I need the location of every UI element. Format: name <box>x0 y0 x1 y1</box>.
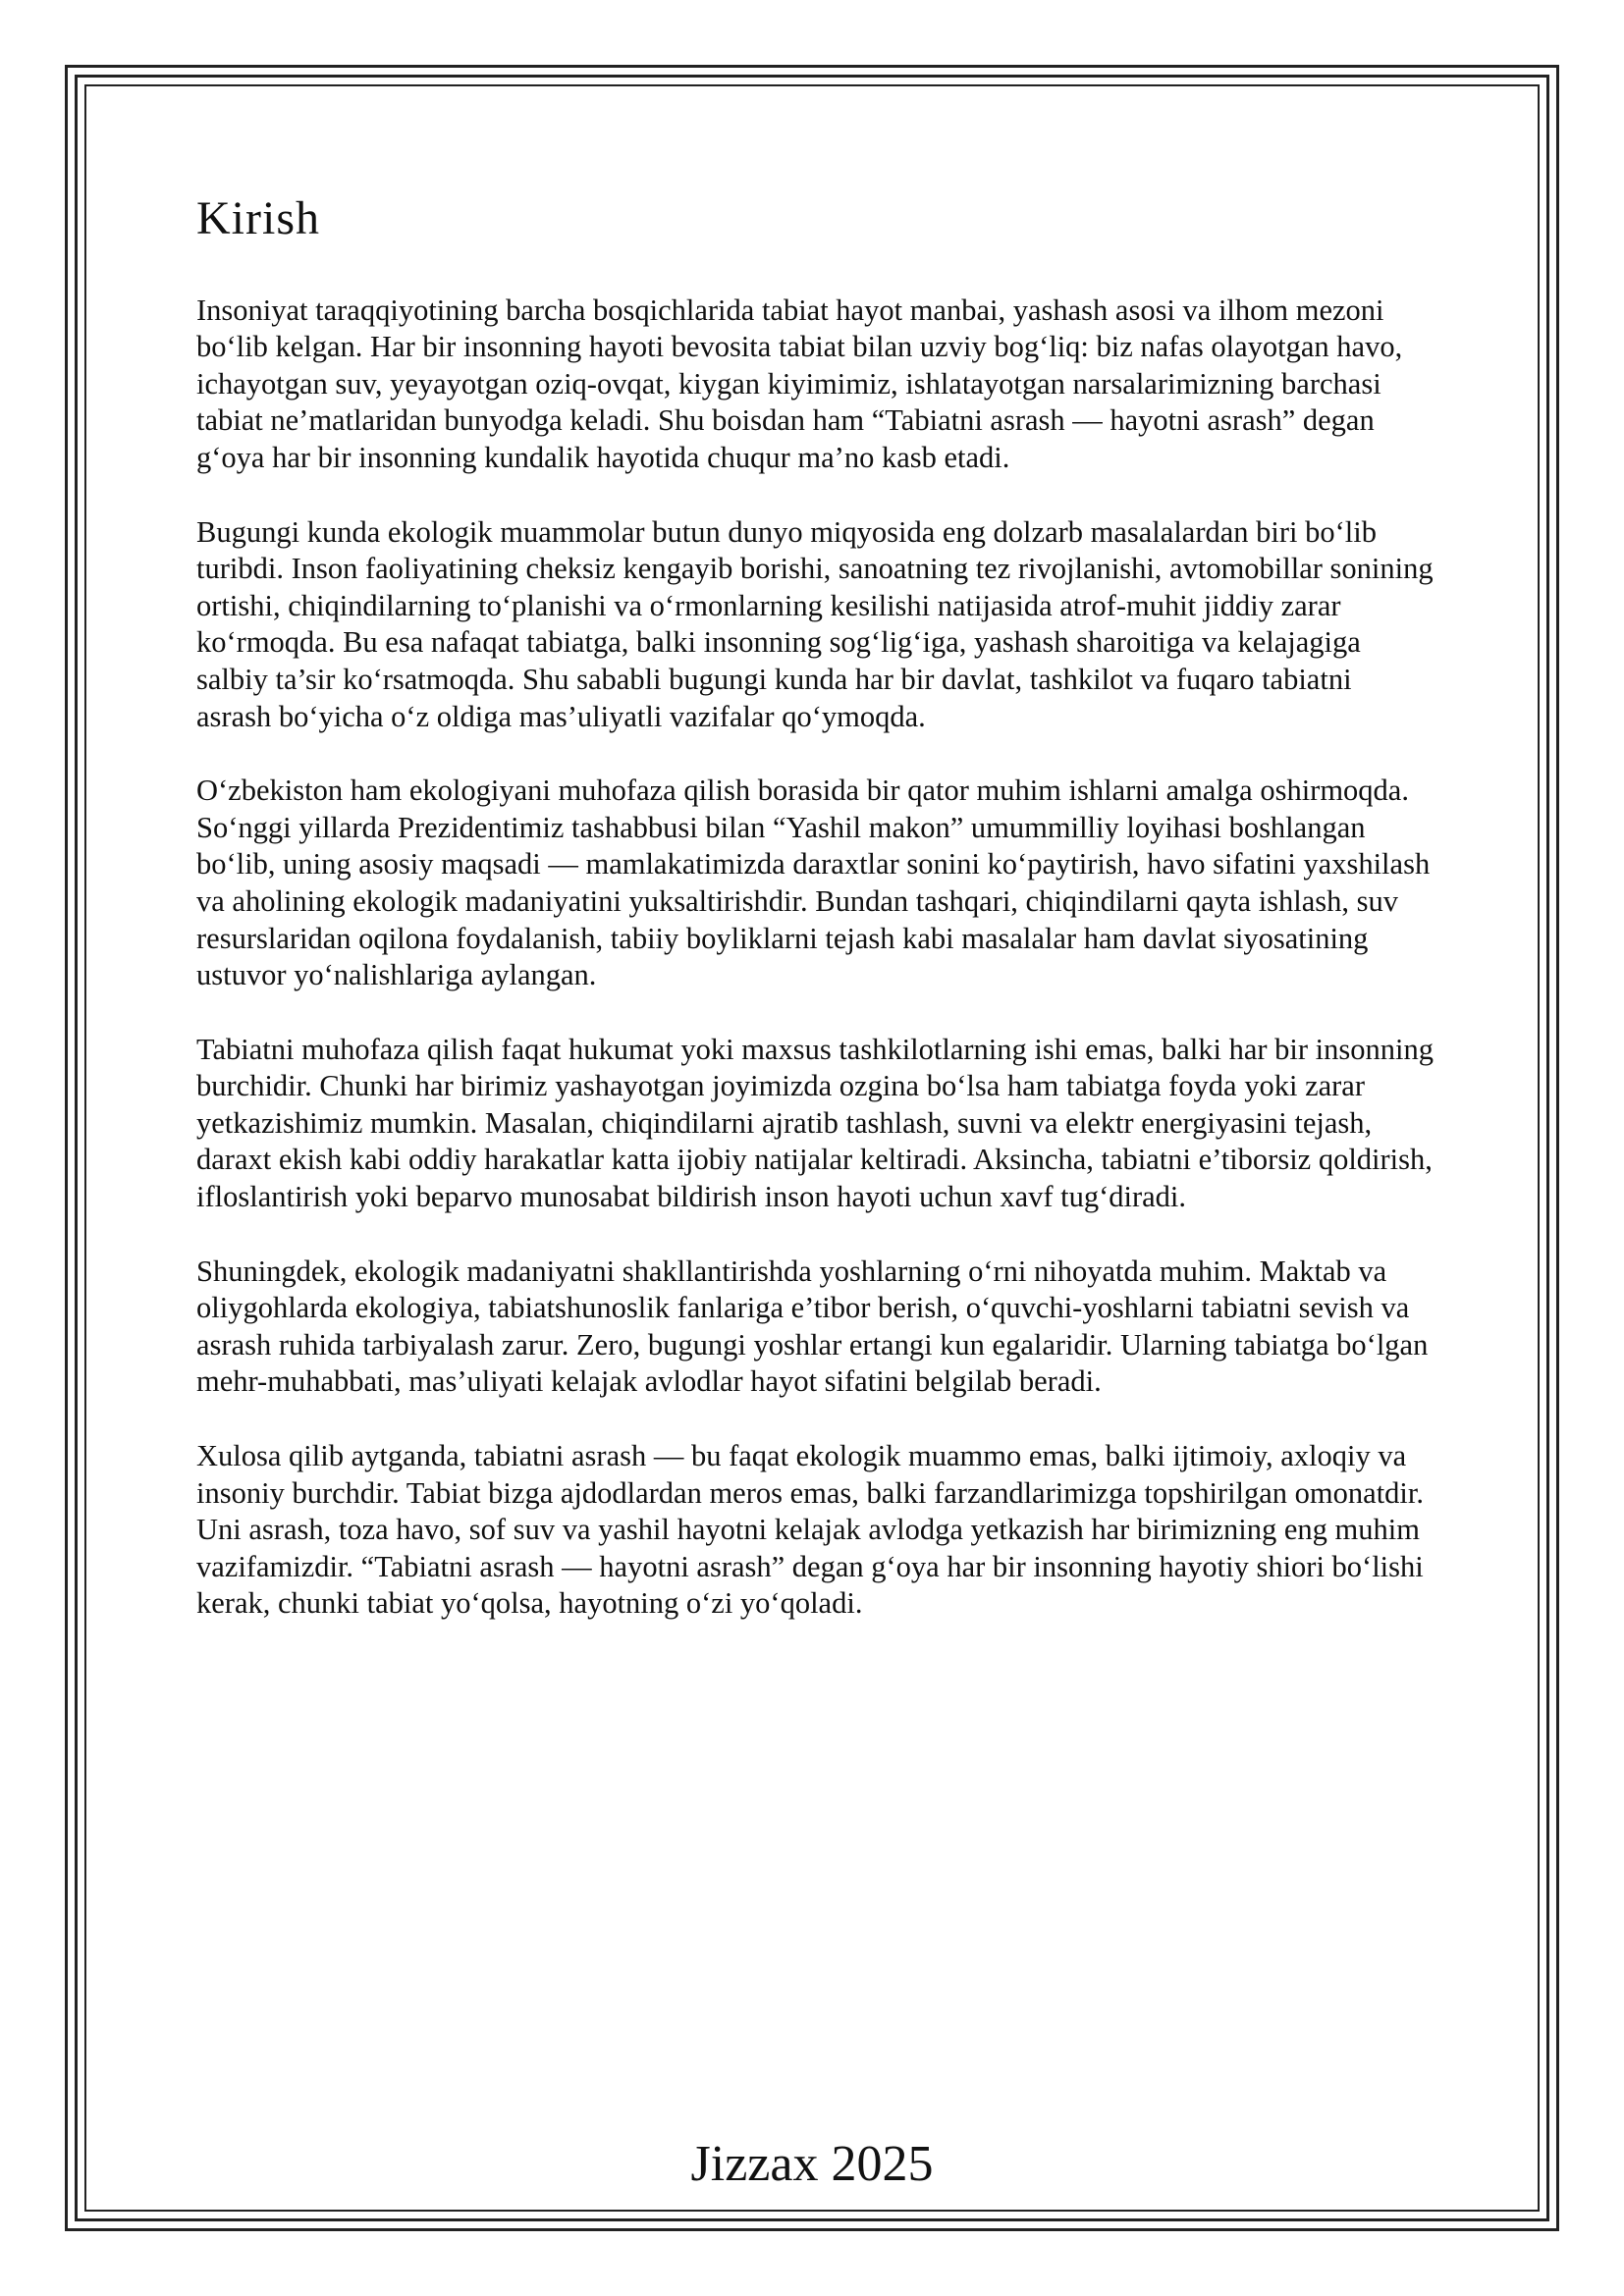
section-title: Kirish <box>196 192 320 244</box>
paragraph-6: Xulosa qilib aytganda, tabiatni asrash — bu faqat ekologik muammo emas, balki ijtimoiy, axloqiy va insoniy burchdir. Tabiat bizga ajdodlardan meros emas, balki farzandlarimizga topshirilgan omonatdir. Uni asrash, toza havo, sof suv va yashil hayotni kelajak avlodga yetkazish har birimizning eng muhim vazifamizdir. “Tabiatni asrash — hayotni asrash” degan g‘oya har bir insonning hayotiy shiori bo‘lishi kerak, chunki tabiat yo‘qolsa, hayotning o‘zi yo‘qoladi. <box>196 1439 1424 1621</box>
paragraph-3: O‘zbekiston ham ekologiyani muhofaza qilish borasida bir qator muhim ishlarni amalga oshirmoqda. So‘nggi yillarda Prezidentimiz tashabbusi bilan “Yashil makon” umummilliy loyihasi boshlangan bo‘lib, uning asosiy maqsadi — mamlakatimizda daraxtlar sonini ko‘paytirish, havo sifatini yaxshilash va aholining ekologik madaniyatini yuksaltirishdir. Bundan tashqari, chiqindilarni qayta ishlash, suv resurslaridan oqilona foydalanish, tabiiy boyliklarni tejash kabi masalalar ham davlat siyosatining ustuvor yo‘nalishlariga aylangan. <box>196 774 1431 992</box>
paragraph-4: Tabiatni muhofaza qilish faqat hukumat yoki maxsus tashkilotlarning ishi emas, balki har bir insonning burchidir. Chunki har birimiz yashayotgan joyimizda ozgina bo‘lsa ham tabiatga foyda yoki zarar yetkazishimiz mumkin. Masalan, chiqindilarni ajratib tashlash, suvni va elektr energiyasini tejash, daraxt ekish kabi oddiy harakatlar katta ijobiy natijalar keltiradi. Aksincha, tabiatni e’tiborsiz qoldirish, ifloslantirish yoki beparvo munosabat bildirish inson hayoti uchun xavf tug‘diradi. <box>196 1032 1435 1214</box>
paragraph-1: Insoniyat taraqqiyotining barcha bosqichlarida tabiat hayot manbai, yashash asosi va ilhom mezoni bo‘lib kelgan. Har bir insonning hayoti bevosita tabiat bilan uzviy bog‘liq: biz nafas olayotgan havo, ichayotgan suv, yeyayotgan oziq-ovqat, kiygan kiyimimiz, ishlatayotgan narsalarimizning barchasi tabiat ne’matlaridan bunyodga keladi. Shu boisdan ham “Tabiatni asrash — hayotni asrash” degan g‘oya har bir insonning kundalik hayotida chuqur ma’no kasb etadi. <box>196 293 1403 474</box>
document-body <box>196 190 1434 1660</box>
footer-place-year: Jizzax 2025 <box>690 2136 934 2192</box>
paragraph-5: Shuningdek, ekologik madaniyatni shakllantirishda yoshlarning o‘rni nihoyatda muhim. Maktab va oliygohlarda ekologiya, tabiatshunoslik fanlariga e’tibor berish, o‘quvchi-yoshlarni tabiatni sevish va asrash ruhida tarbiyalash zarur. Zero, bugungi yoshlar ertangi kun egalaridir. Ularning tabiatga bo‘lgan mehr-muhabbati, mas’uliyati kelajak avlodlar hayot sifatini belgilab beradi. <box>196 1254 1429 1399</box>
paragraph-2: Bugungi kunda ekologik muammolar butun dunyo miqyosida eng dolzarb masalalardan biri bo‘lib turibdi. Inson faoliyatining cheksiz kengayib borishi, sanoatning tez rivojlanishi, avtomobillar sonining ortishi, chiqindilarning to‘planishi va o‘rmonlarning kesilishi natijasida atrof-muhit jiddiy zarar ko‘rmoqda. Bu esa nafaqat tabiatga, balki insonning sog‘lig‘iga, yashash sharoitiga va kelajagiga salbiy ta’sir ko‘rsatmoqda. Shu sababli bugungi kunda har bir davlat, tashkilot va fuqaro tabiatni asrash bo‘yicha o‘z oldiga mas’uliyatli vazifalar qo‘ymoqda. <box>196 514 1434 733</box>
